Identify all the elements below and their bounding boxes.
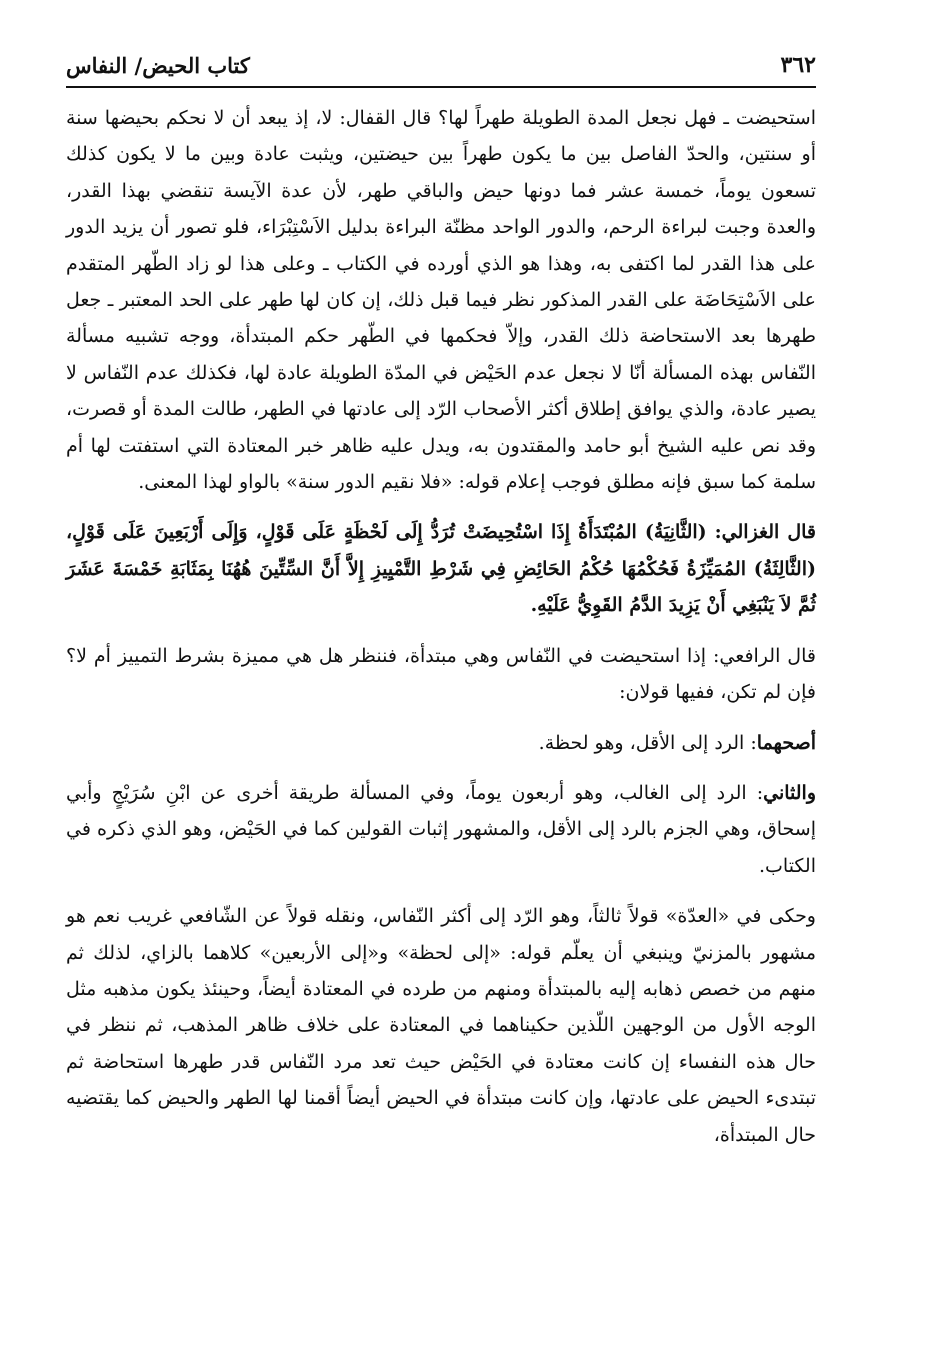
second-opinion-text: : الرد إلى الغالب، وهو أربعون يوماً، وفي المسألة طريقة أخرى عن ابْنِ سُرَيْجٍ وأبي إسحاق، وهي الجزم بالرد إلى الأقل، والمشهور إثبات القولين كما في الحَيْض، وهو الذي ذكره في الكتاب. — [66, 781, 816, 877]
page-number: ٣٦٢ — [780, 52, 816, 78]
paragraph-commentary-1: استحيضت ـ فهل نجعل المدة الطويلة طهراً لها؟ قال القفال: لا، إذ يبعد أن لا نحكم بحيضها سنة أو سنتين، والحدّ الفاصل بين ما يكون طهراً بين حيضتين، ويثبت عادة وبين ما لا يكون كذلك تسعون يوماً، خمسة عشر فما دونها حيض والباقي طهر، لأن عدة الآيسة تنقضي بهذا القدر، والعدة وجبت لبراءة الرحم، والدور الواحد مظنّة البراءة بدليل الاَسْتِبْرَاء، فلو تصور أن يزيد الدور على هذا القدر لما اكتفى به، وهذا هو الذي أورده في الكتاب ـ وعلى هذا لو زاد الطّهر المتقدم على الاَسْتِحَاضَة على القدر المذكور نظر فيما قبل ذلك، إن كان لها طهر على الحد المعتبر ـ جعل طهرها بعد الاستحاضة ذلك القدر، وإلاّ فحكمها في الطّهر حكم المبتدأة، ووجه تشبيه مسألة النّفاس بهذه المسألة أنّا لا نجعل عدم الحَيْض في المدّة الطويلة عادة لها، فكذلك عدم النّفاس لا يصير عادة، والذي يوافق إطلاق أكثر الأصحاب الرّد إلى عادتها في الطهر، طالت المدة أو قصرت، وقد نص عليه الشيخ أبو حامد والمقتدون به، ويدل عليه ظاهر خبر المعتادة التي استفتت لها أم سلمة كما سبق فإنه مطلق فوجب إعلام قوله: «فلا نقيم الدور سنة» بالواو لهذا المعنى. — [66, 107, 816, 494]
book-page — [66, 44, 816, 1334]
paragraph-first-opinion — [66, 725, 816, 761]
paragraph-rafii-intro: قال الرافعي: إذا استحيضت في النّفاس وهي مبتدأة، فننظر هل هي مميزة بشرط التمييز أم لا؟ فإن لم تكن، ففيها قولان: — [66, 644, 816, 704]
paragraph-second-opinion — [66, 775, 816, 884]
paragraph-commentary-2: وحكى في «العدّة» قولاً ثالثاً، وهو الرّد إلى أكثر النّفاس، ونقله قولاً عن الشّافعي غريب نعم هو مشهور بالمزنيّ وينبغي أن يعلّم قوله: «إلى لحظة» و«إلى الأربعين» كلاهما بالزاي، لذلك ثم منهم من خصص ذهابه إليه بالمبتدأة ومنهم من طرده في المعتادة أيضاً، وحينئذ يكون مذهبه مثل الوجه الأول من الوجهين اللّذين حكيناهما في المعتادة على خلاف ظاهر المذهب، ثم ننظر في حال هذه النفساء إن كانت معتادة في الحَيْض حيث تعد مرد النّفاس قدر طهرها استحاضة ثم تبتدىء الحيض على عادتها، وإن كانت مبتدأة في الحيض أيضاً أقمنا لها الطهر والحيض كما يقتضيه حال المبتدأة، — [66, 905, 816, 1146]
paragraph-ghazali-quote: قال الغزالي: (الثَّانِيَةُ) المُبْتَدَأَةُ إِذَا اسْتُحِيضَتْ تُرَدُّ إِلَى لَحْظَةٍ عَلَى قَوْلٍ، وَإِلَى أَرْبَعِينَ عَلَى قَوْلٍ، (الثَّالِثَةُ) المُمَيِّزَةُ فَحُكْمُهَا حُكْمُ الحَائِضِ فِي شَرْطِ التَّمْيِيزِ إِلاَّ أَنَّ السِّتِّينَ هُهُنَا بِمَثَابَةِ خَمْسَةَ عَشَرَ ثُمَّ لاَ يَنْبَغِي أَنْ يَزِيدَ الدَّمُ القَوِيُّ عَلَيْهِ. — [66, 521, 816, 617]
second-opinion-lead: والثاني — [763, 781, 816, 804]
page-header — [66, 44, 816, 78]
first-opinion-lead: أصحهما — [756, 731, 816, 754]
running-title: كتاب الحيض/ النفاس — [66, 53, 250, 78]
page-body — [66, 100, 816, 1153]
first-opinion-text: : الرد إلى الأقل، وهو لحظة. — [538, 731, 757, 754]
header-divider — [66, 86, 816, 88]
